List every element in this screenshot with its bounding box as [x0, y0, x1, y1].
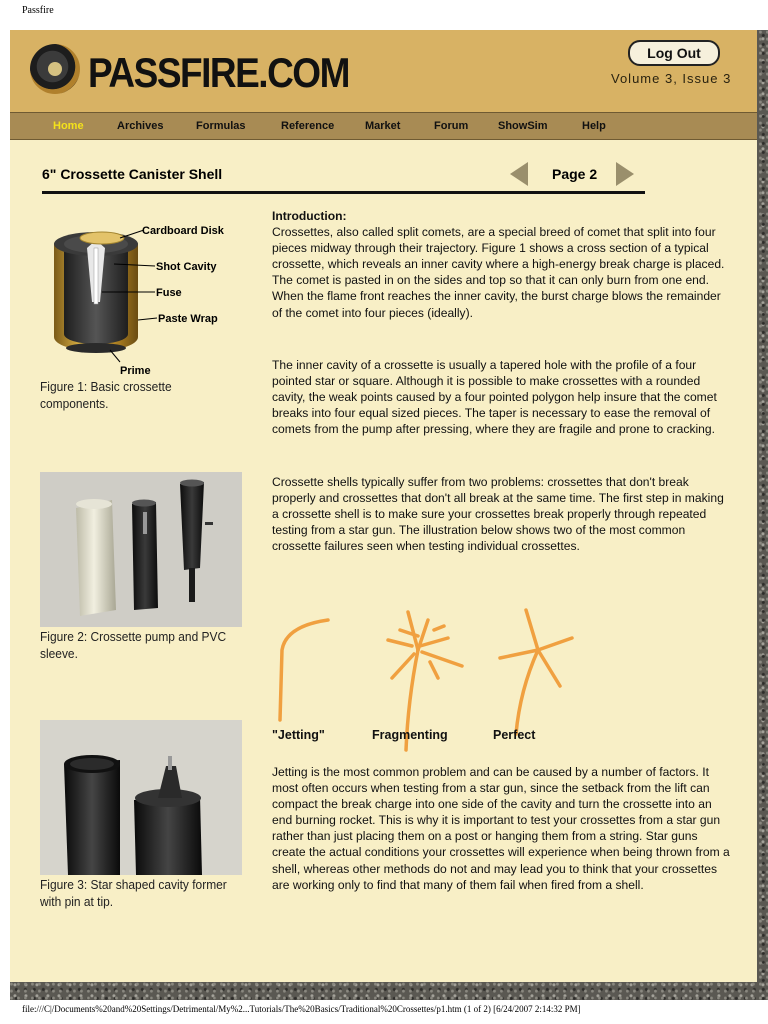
nav-showsim[interactable]: ShowSim — [498, 120, 548, 132]
main-navigation — [10, 112, 757, 140]
print-footer: file:///C|/Documents%20and%20Settings/Detrimental/My%2...Tutorials/The%20Basics/Traditional%20Crossettes/p1.htm (1 of 2) [6/24/2007 2:14:32 PM] — [22, 1004, 581, 1014]
nav-home[interactable]: Home — [53, 120, 84, 132]
label-jetting: "Jetting" — [272, 728, 325, 742]
page-content — [10, 30, 757, 982]
logout-button[interactable]: Log Out — [628, 40, 720, 66]
nav-help[interactable]: Help — [582, 120, 606, 132]
intro-heading: Introduction: — [272, 209, 347, 223]
fig1-label-fuse: Fuse — [156, 287, 182, 299]
figure-1-crossette-diagram — [40, 222, 250, 382]
site-logo-text[interactable]: PASSFIRE.COM — [88, 50, 349, 96]
fig1-label-prime: Prime — [120, 365, 151, 377]
nav-formulas[interactable]: Formulas — [196, 120, 246, 132]
label-perfect: Perfect — [493, 728, 536, 742]
intro-paragraph — [272, 208, 732, 321]
paragraph-4: Jetting is the most common problem and can be caused by a number of factors. It most often occurs when testing from a star gun, since the setback from the lift can compact the break charge into one side of the cavity and turn the crossette into an end burning rocket. This is why it is important to test your crossettes from a star gun rather than just placing them on a post or hanging them from a string. Star guns create the actual conditions your crossettes will experience when being thrown from a shell, whereas other methods do not and may lead you to think that your crossettes are working only to find that many of them fail when fired from a shell. — [272, 765, 730, 892]
figure-3-caption: Figure 3: Star shaped cavity former with pin at tip. — [40, 877, 227, 909]
print-header: Passfire — [22, 5, 54, 16]
page-number: Page 2 — [552, 166, 598, 182]
fig1-label-cardboard-disk: Cardboard Disk — [142, 225, 224, 237]
paragraph-1: Crossettes, also called split comets, are a special breed of comet that split into four pieces midway through their trajectory. Figure 1 shows a cross section of a typical crossette, which reveals an inner cavity where a high-energy break charge is placed. The comet is pasted in on the sides and top so that it can only burn from one end. When the flame front reaches the inner cavity, the burst charge blows the remainder of the comet into four pieces (ideally). — [272, 225, 725, 320]
nav-archives[interactable]: Archives — [117, 120, 164, 132]
fig1-label-paste-wrap: Paste Wrap — [158, 313, 218, 325]
figure-1-caption: Figure 1: Basic crossette components. — [40, 379, 172, 411]
nav-reference[interactable]: Reference — [281, 120, 335, 132]
site-banner — [10, 30, 757, 112]
article-title-bar — [42, 165, 645, 194]
figure-2-caption: Figure 2: Crossette pump and PVC sleeve. — [40, 629, 227, 661]
paragraph-2: The inner cavity of a crossette is usually a tapered hole with the profile of a four pointed star or square. Although it is possible to make crossettes with a rounded cavity, the weak points caused by a four pointed polygon help insure that the comet breaks into four equal sized pieces. The taper is necessary to ease the removal of comets from the pump after pressing, where they are fragile and prone to cracking. — [272, 358, 717, 437]
nav-forum[interactable]: Forum — [434, 120, 469, 132]
page-title: 6" Crossette Canister Shell — [42, 166, 223, 182]
figure-2-pump-photo — [40, 472, 242, 627]
nav-market[interactable]: Market — [365, 120, 401, 132]
fig1-label-shot-cavity: Shot Cavity — [156, 261, 217, 273]
passfire-logo-icon — [30, 44, 80, 94]
figure-3-cavity-former-photo — [40, 720, 242, 875]
paragraph-3: Crossette shells typically suffer from two problems: crossettes that don't break properly and crossettes that don't all break at the same time. The first step in making a crossette shell is to make sure your crossettes break properly through repeated testing from a star gun. The illustration below shows two of the most common crossette failures seen when testing individual crossettes. — [272, 475, 724, 554]
previous-page-arrow-icon[interactable] — [510, 162, 528, 186]
label-fragmenting: Fragmenting — [372, 728, 448, 742]
next-page-arrow-icon[interactable] — [616, 162, 634, 186]
volume-issue-label: Volume 3, Issue 3 — [611, 71, 732, 86]
